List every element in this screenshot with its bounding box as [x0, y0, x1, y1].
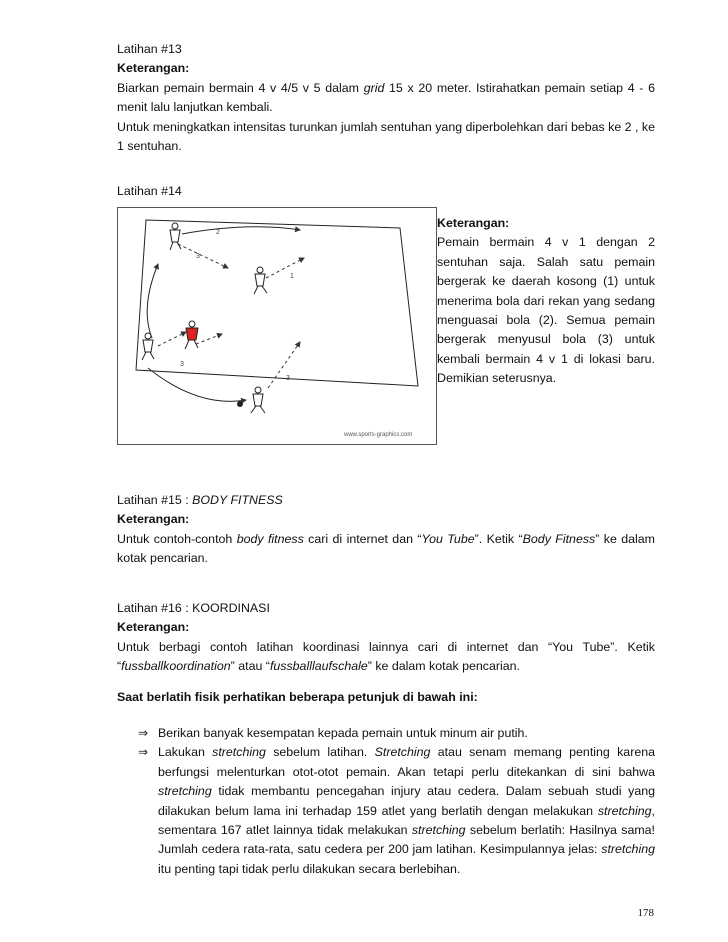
double-arrow-icon: ⇒: [138, 726, 149, 740]
section-14-title: Latihan #14: [117, 184, 182, 198]
section-14-note-text: Pemain bermain 4 v 1 dengan 2 sentuhan saja. Salah satu pemain bergerak ke daerah kosong (1) untuk menerima bola dari rekan yang sedang menguasai bola (2). Semua pemain bergerak menyusul bola (3) untuk kembali bermain 4 v 1 di lokasi baru. Demikian seterusnya.: [437, 235, 655, 386]
section-15-text: Untuk contoh-contoh body fitness cari di internet dan “You Tube”. Ketik “Body Fitness” ke dalam kotak pencarian.: [117, 531, 655, 566]
page-number: 178: [637, 907, 654, 919]
label-1: 1: [290, 273, 294, 280]
section-16-text: Untuk berbagi contoh latihan koordinasi lainnya cari di internet dan “You Tube”. Ketik “fussballkoordination” atau “fussballlaufschale” ke dalam kotak pencarian.: [117, 639, 655, 674]
run-arrow-2: [266, 258, 304, 278]
player-left: [142, 333, 154, 360]
section-16: [117, 599, 655, 677]
section-13-title: Latihan #13: [117, 42, 182, 56]
tips-list: [138, 724, 655, 879]
section-13-text-1: Biarkan pemain bermain 4 v 4/5 v 5 dalam grid 15 x 20 meter. Istirahatkan pemain setiap 4 - 6 menit lalu lanjutkan kembali.: [117, 80, 656, 115]
double-arrow-icon: ⇒: [138, 745, 149, 760]
section-14-note-label: Keterangan:: [437, 216, 510, 230]
run-curve-left: [147, 264, 158, 338]
player-top-left: [170, 223, 181, 250]
player-middle: [254, 267, 267, 294]
label-2: 2: [216, 229, 220, 236]
label-3c: 3: [286, 375, 290, 382]
run-arrow-4: [196, 334, 222, 344]
label-3b: 3: [180, 361, 184, 368]
section-13-text-2: Untuk meningkatkan intensitas turunkan jumlah sentuhan yang diperbolehkan dari bebas ke 2 , ke 1 sentuhan.: [117, 119, 655, 154]
diagram-watermark: www.sports-graphics.com: [344, 432, 413, 438]
drill-diagram-svg: [118, 208, 436, 444]
section-15: [117, 491, 655, 569]
section-14-note: [437, 214, 655, 389]
tip-item-1: ⇒ Berikan banyak kesempatan kepada pemain untuk minum air putih.: [138, 724, 655, 743]
section-16-title: Latihan #16 : KOORDINASI: [117, 601, 270, 615]
player-defender-red: [185, 321, 198, 349]
section-13-label: Keterangan:: [117, 61, 190, 76]
pass-arrow-top: [182, 227, 300, 234]
run-arrow-1: [178, 244, 228, 268]
label-3a: 3: [196, 253, 200, 260]
player-bottom: [238, 387, 266, 413]
tips-heading: Saat berlatih fisik perhatikan beberapa petunjuk di bawah ini:: [117, 690, 478, 704]
section-15-title: Latihan #15 : BODY FITNESS: [117, 493, 283, 507]
drill-diagram: [117, 207, 437, 445]
section-16-label: Keterangan:: [117, 620, 190, 635]
section-13: [117, 40, 655, 156]
run-arrow-5: [268, 342, 300, 388]
section-15-label: Keterangan:: [117, 512, 190, 527]
run-arrow-3: [158, 332, 186, 346]
tip-item-2: ⇒ Lakukan stretching sebelum latihan. Stretching atau senam memang penting karena berfungsi melenturkan otot-otot pemain. Akan tetapi perlu ditekankan di sini bahwa stretching tidak membantu pencegahan injury atau cedera. Dalam sebuah studi yang dilakukan belum lama ini terhadap 159 atlet yang berlatih dengan melakukan stretching, sementara 167 atlet lainnya tidak melakukan stretching sebelum berlatih: Hasilnya sama! Jumlah cedera rata-rata, satu cedera per 200 jam latihan. Kesimpulannya jelas: stretching itu penting tapi tidak perlu dilakukan secara berlebihan.: [138, 745, 655, 876]
